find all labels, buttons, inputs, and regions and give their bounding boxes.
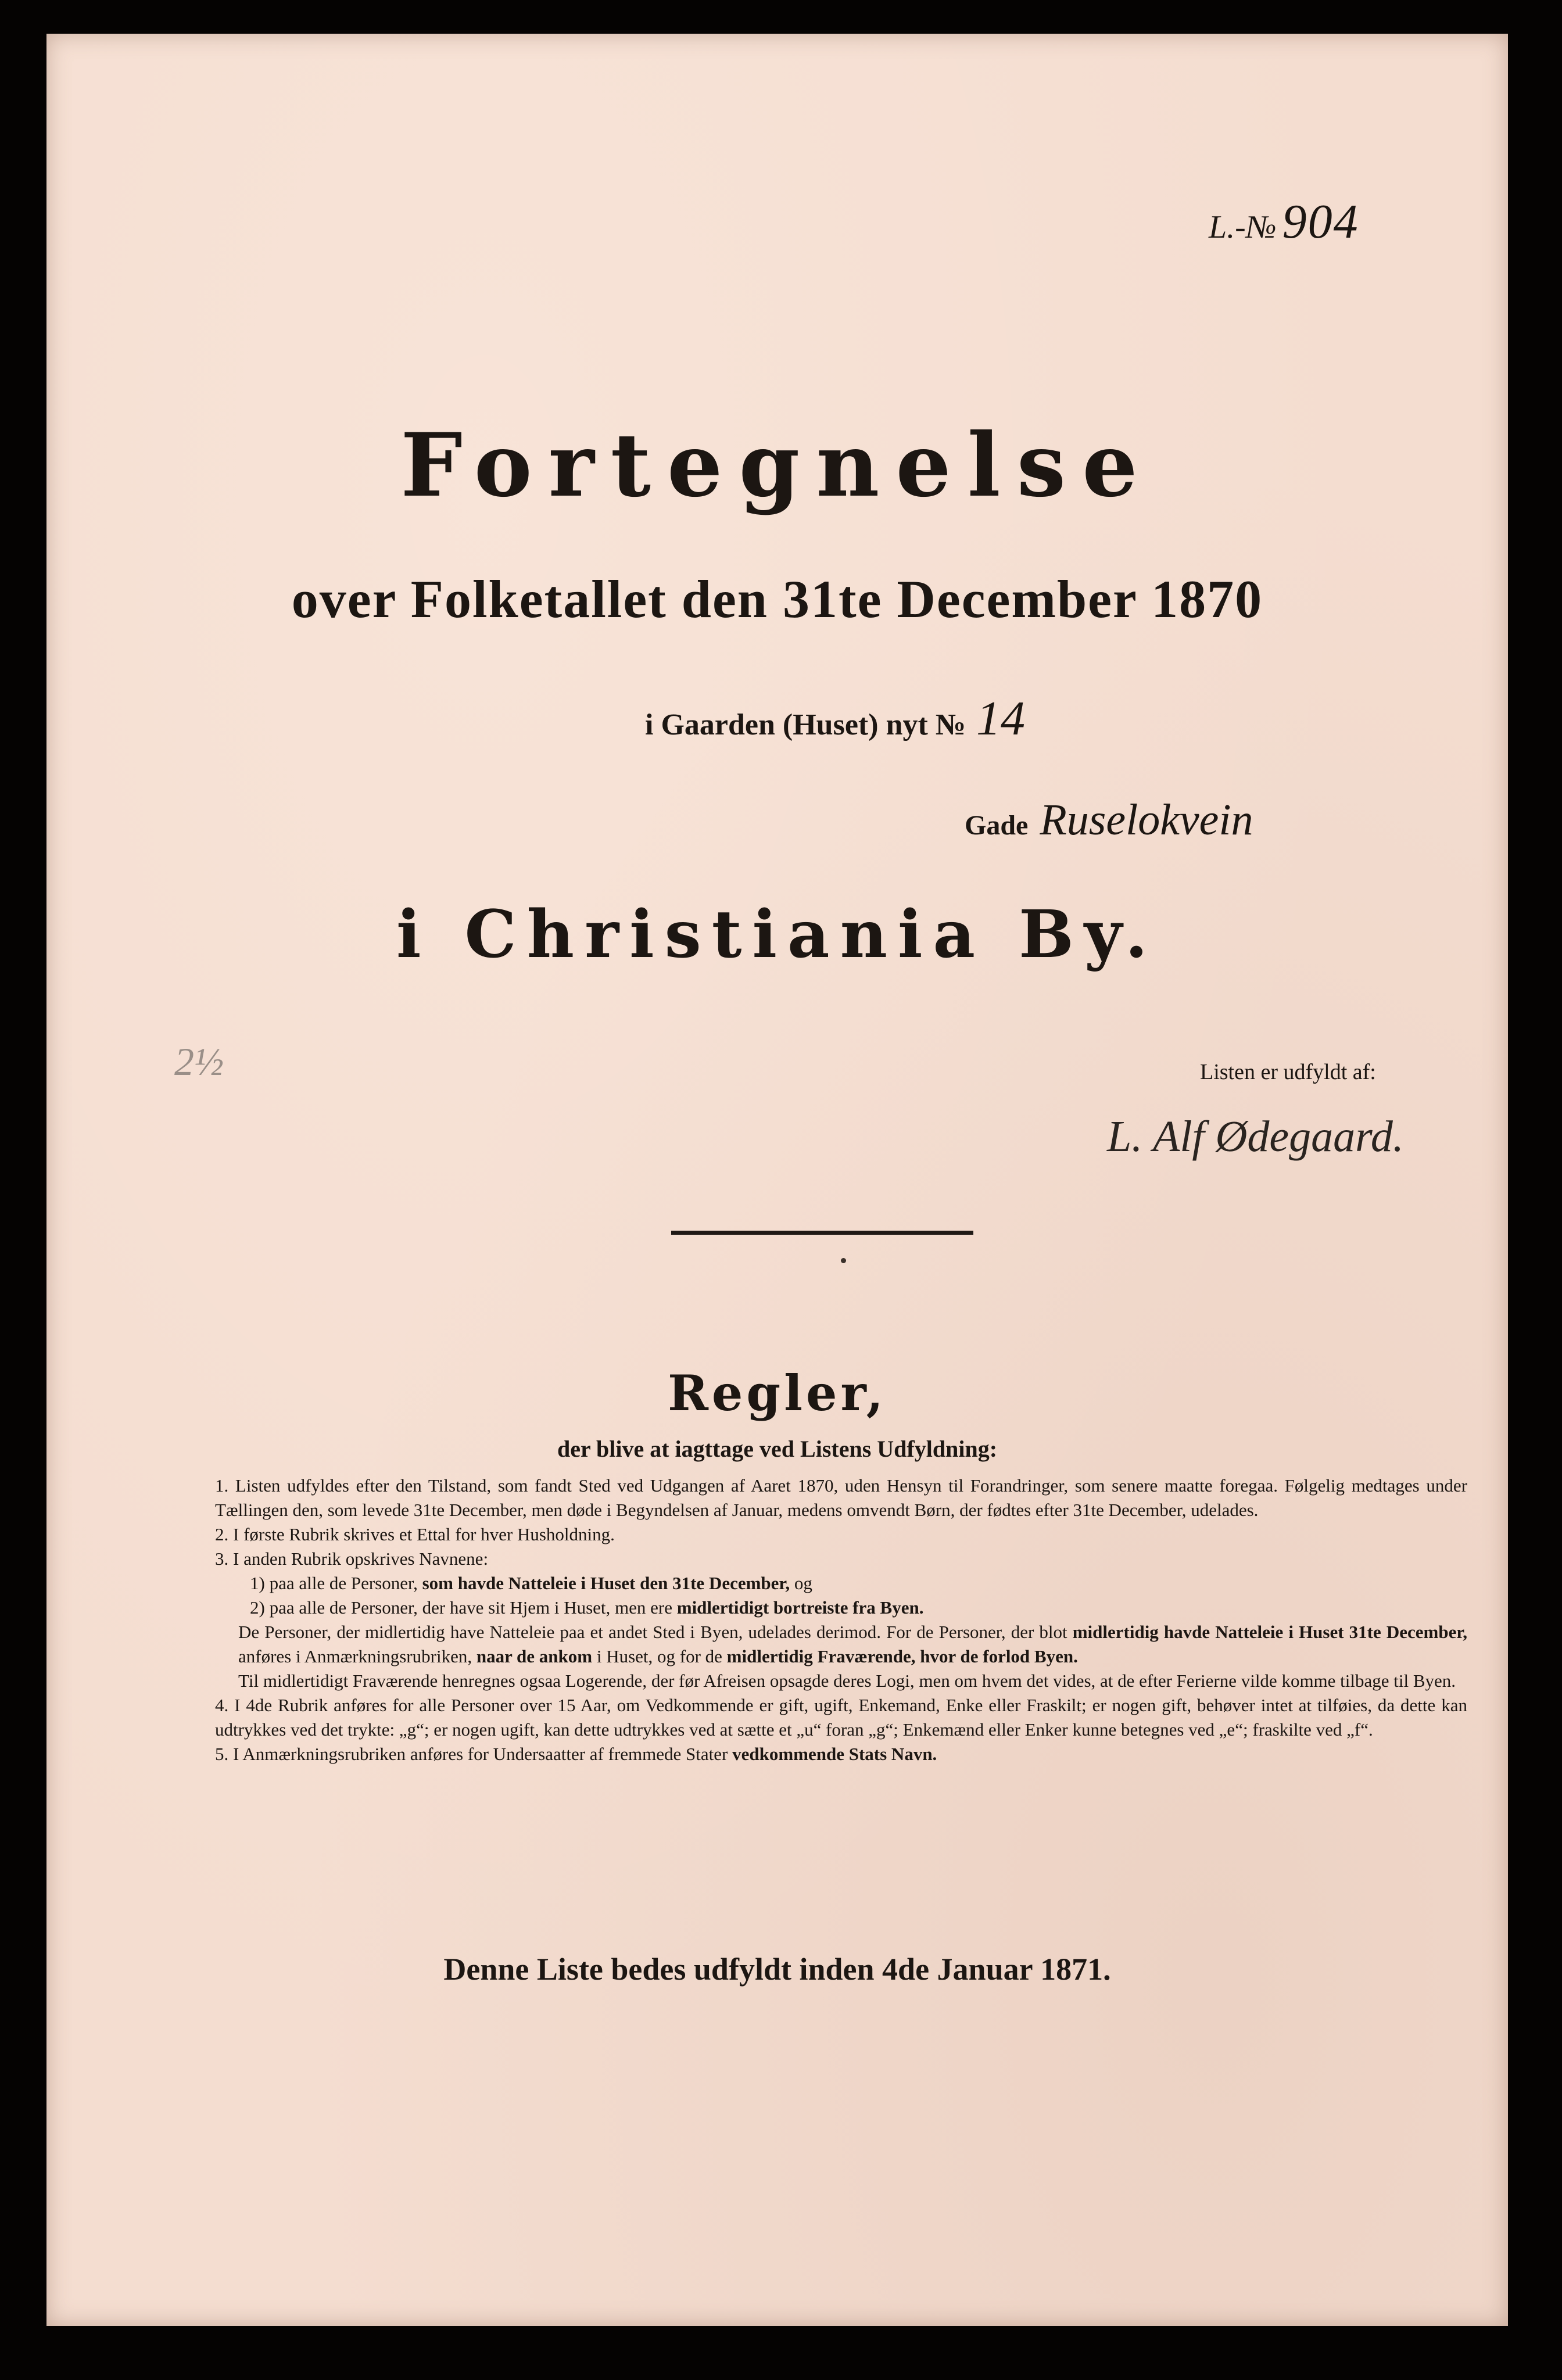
rules-heading: Regler, <box>668 1364 887 1422</box>
rule-3-note-1-part-5: i Huset, og for de <box>592 1646 727 1666</box>
deadline-notice: Denne Liste bedes udfyldt inden 4de Januar 1871. <box>443 1952 1111 1987</box>
rule-5-text: 5. I Anmærkningsrubriken anføres for Undersaatter af fremmede Stater <box>215 1744 733 1764</box>
rule-3-note-2: Til midlertidigt Fraværende henregnes ogsaa Logerende, der før Afreisen opsagde deres Logi, men om hvem det vides, at de efter Ferierne vilde komme tilbage til Byen. <box>238 1671 1456 1691</box>
city-heading: i Christiania By. <box>396 897 1158 973</box>
rule-2: 2. I første Rubrik skrives et Ettal for hver Husholdning. <box>215 1524 615 1544</box>
rule-3-note-1-part-6: midlertidig Fraværende, hvor de forlod Byen. <box>726 1646 1078 1666</box>
rule-3-note-1-part-4: naar de ankom <box>476 1646 593 1666</box>
rule-1: 1. Listen udfyldes efter den Tilstand, som fandt Sted ved Udgangen af Aaret 1870, uden Hensyn til Forandringer, som senere maatte foregaa. Følgelig medtages under Tællingen den, som levede 31te December, men døde i Begyndelsen af Januar, medens omvendt Børn, der fødtes efter 31te December, udelades. <box>215 1475 1467 1520</box>
house-number-line <box>645 690 1025 747</box>
rule-3-item-1-emphasis: som havde Natteleie i Huset den 31te December, <box>422 1573 790 1593</box>
margin-note: 2½ <box>174 1040 224 1084</box>
census-form-sheet <box>46 34 1508 2326</box>
rule-3-item-2-emphasis: midlertidigt bortreiste fra Byen. <box>676 1597 924 1618</box>
rule-3-item-1 <box>174 1571 1467 1596</box>
list-number <box>1209 193 1359 250</box>
house-number-label: i Gaarden (Huset) nyt № <box>645 708 966 741</box>
street-value: Ruselokvein <box>1040 795 1253 844</box>
rule-3-item-2-text: 2) paa alle de Personer, der have sit Hjem i Huset, men ere <box>250 1597 677 1618</box>
rule-5-emphasis: vedkommende Stats Navn. <box>732 1744 937 1764</box>
form-title: Fortegnelse <box>400 414 1154 517</box>
street-label: Gade <box>965 810 1029 841</box>
rule-3-note-1 <box>174 1620 1467 1669</box>
rule-4: 4. I 4de Rubrik anføres for alle Personer over 15 Aar, om Vedkommende er gift, ugift, Enkemand, Enke eller Fraskilt; er nogen gift, behøver intet at tilføies, da dette kan udtrykkes ved det trykte: „g“; er nogen ugift, kan dette udtrykkes ved at sætte et „u“ foran „g“; Enkemænd eller Enker kunne betegnes ved „e“; fraskilte ved „f“. <box>215 1695 1467 1740</box>
rule-3-item-1-tail: og <box>790 1573 812 1593</box>
list-number-value: 904 <box>1282 195 1359 249</box>
rule-3-note-1-part-3: anføres i Anmærkningsrubriken, <box>238 1646 477 1666</box>
rule-3: 3. I anden Rubrik opskrives Navnene: <box>215 1549 489 1569</box>
list-number-label: L.-№ <box>1209 209 1277 245</box>
ink-dot <box>841 1258 846 1263</box>
filled-by-label: Listen er udfyldt af: <box>1200 1060 1376 1084</box>
divider-rule <box>671 1231 973 1235</box>
house-number-value: 14 <box>976 691 1026 745</box>
rule-5 <box>174 1742 1467 1766</box>
rule-3-note-1-part-1: De Personer, der midlertidig have Natteleie paa et andet Sted i Byen, udelades derimod. For de Personer, der blot <box>238 1622 1073 1642</box>
rule-3-item-2 <box>174 1596 1467 1620</box>
rule-3-item-1-text: 1) paa alle de Personer, <box>250 1573 422 1593</box>
rule-3-note-1-part-2: midlertidig havde Natteleie i Huset 31te December, <box>1072 1622 1467 1642</box>
rules-subheading: der blive at iagttage ved Listens Udfyldning: <box>557 1436 998 1462</box>
form-subtitle: over Folketallet den 31te December 1870 <box>291 569 1263 629</box>
signature: L. Alf Ødegaard. <box>1107 1112 1404 1161</box>
rules-list <box>174 1474 1467 1766</box>
street-line <box>965 795 1253 845</box>
